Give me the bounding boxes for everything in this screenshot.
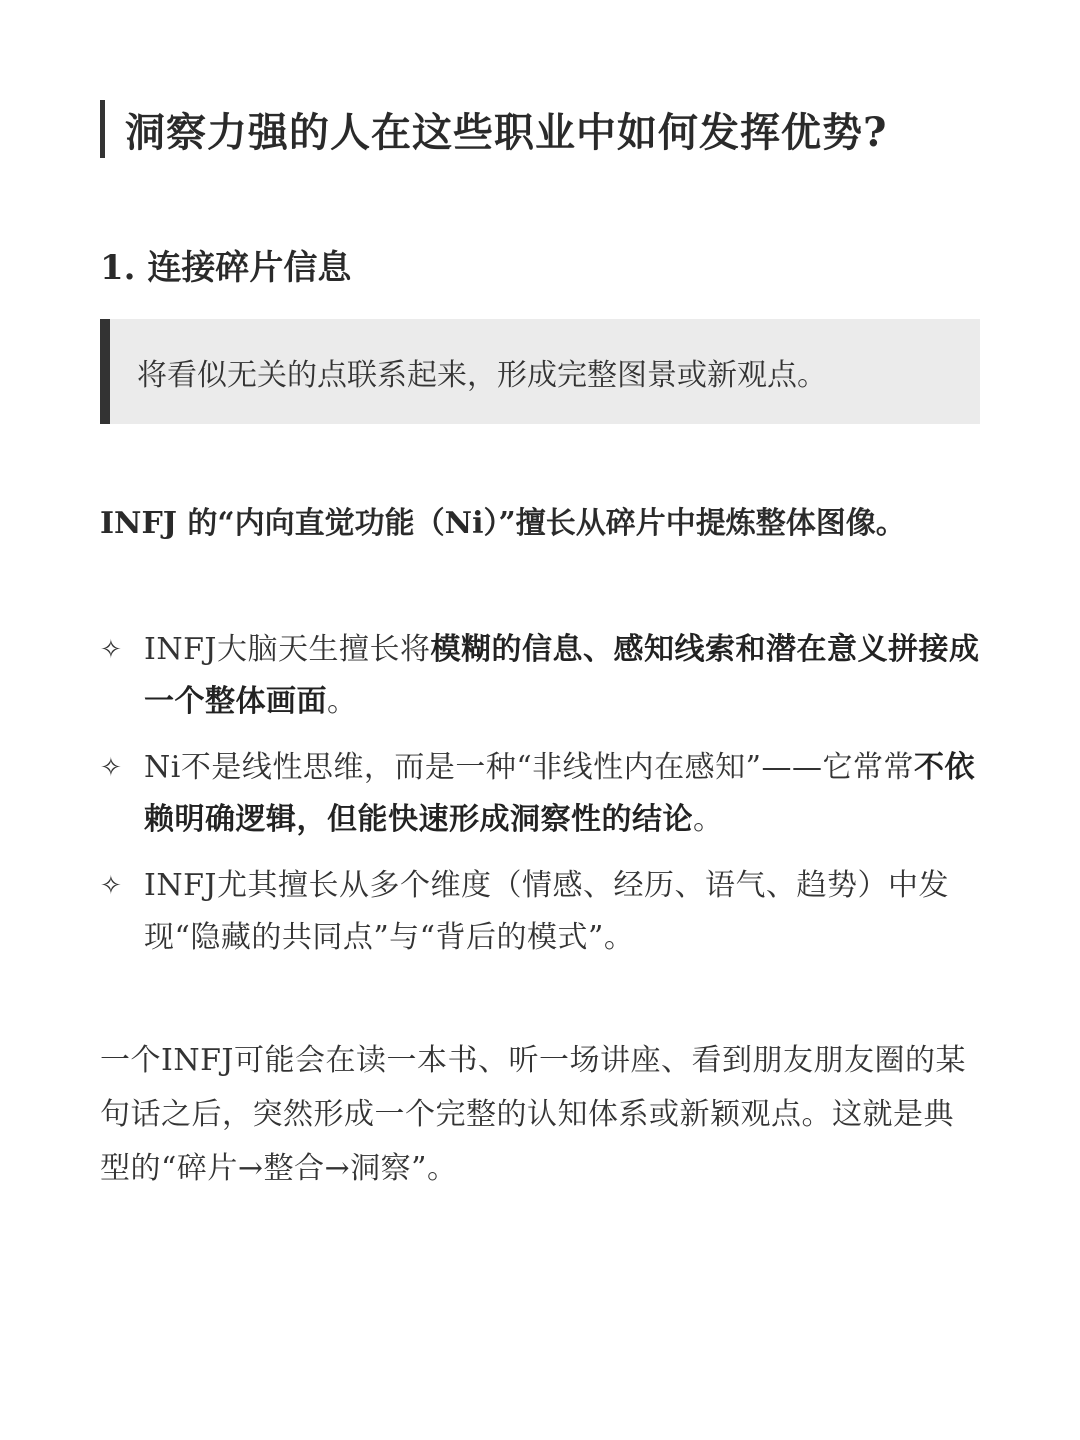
bullet-text: Ni不是线性思维，而是一种“非线性内在感知”——它常常 [144, 750, 915, 785]
bullet-emphasis: 模糊的信息、感知线索和潜在意义拼接成一个整体画面 [144, 632, 980, 719]
section-heading: 1. 连接碎片信息 [100, 248, 352, 288]
list-item [100, 742, 980, 846]
list-item [100, 624, 980, 728]
quote-text: 将看似无关的点联系起来，形成完整图景或新观点。 [137, 357, 827, 393]
page-title: 洞察力强的人在这些职业中如何发挥优势? [125, 108, 888, 156]
list-item [100, 860, 980, 964]
bullet-text-end: 。 [693, 802, 724, 837]
closing-paragraph: 一个INFJ可能会在读一本书、听一场讲座、看到朋友朋友圈的某句话之后，突然形成一个完整的认知体系或新颖观点。这就是典型的“碎片→整合→洞察”。 [100, 1043, 966, 1186]
bullet-text-end: 。 [327, 684, 358, 719]
sparkle-icon: ✧ [100, 871, 123, 901]
bullet-text: INFJ大脑天生擅长将 [144, 632, 431, 667]
title-accent-rule [100, 100, 105, 158]
lead-statement: INFJ 的“内向直觉功能（Ni）”擅长从碎片中提炼整体图像。 [100, 506, 906, 541]
bullet-text: INFJ尤其擅长从多个维度（情感、经历、语气、趋势）中发现“隐藏的共同点”与“背后的模式”。 [144, 868, 949, 955]
sparkle-icon: ✧ [100, 753, 123, 783]
bullet-emphasis: 不依赖明确逻辑，但能快速形成洞察性的结论 [144, 750, 976, 837]
quote-block [100, 319, 980, 424]
bullet-list [100, 624, 980, 978]
sparkle-icon: ✧ [100, 635, 123, 665]
title-bar [100, 100, 887, 158]
